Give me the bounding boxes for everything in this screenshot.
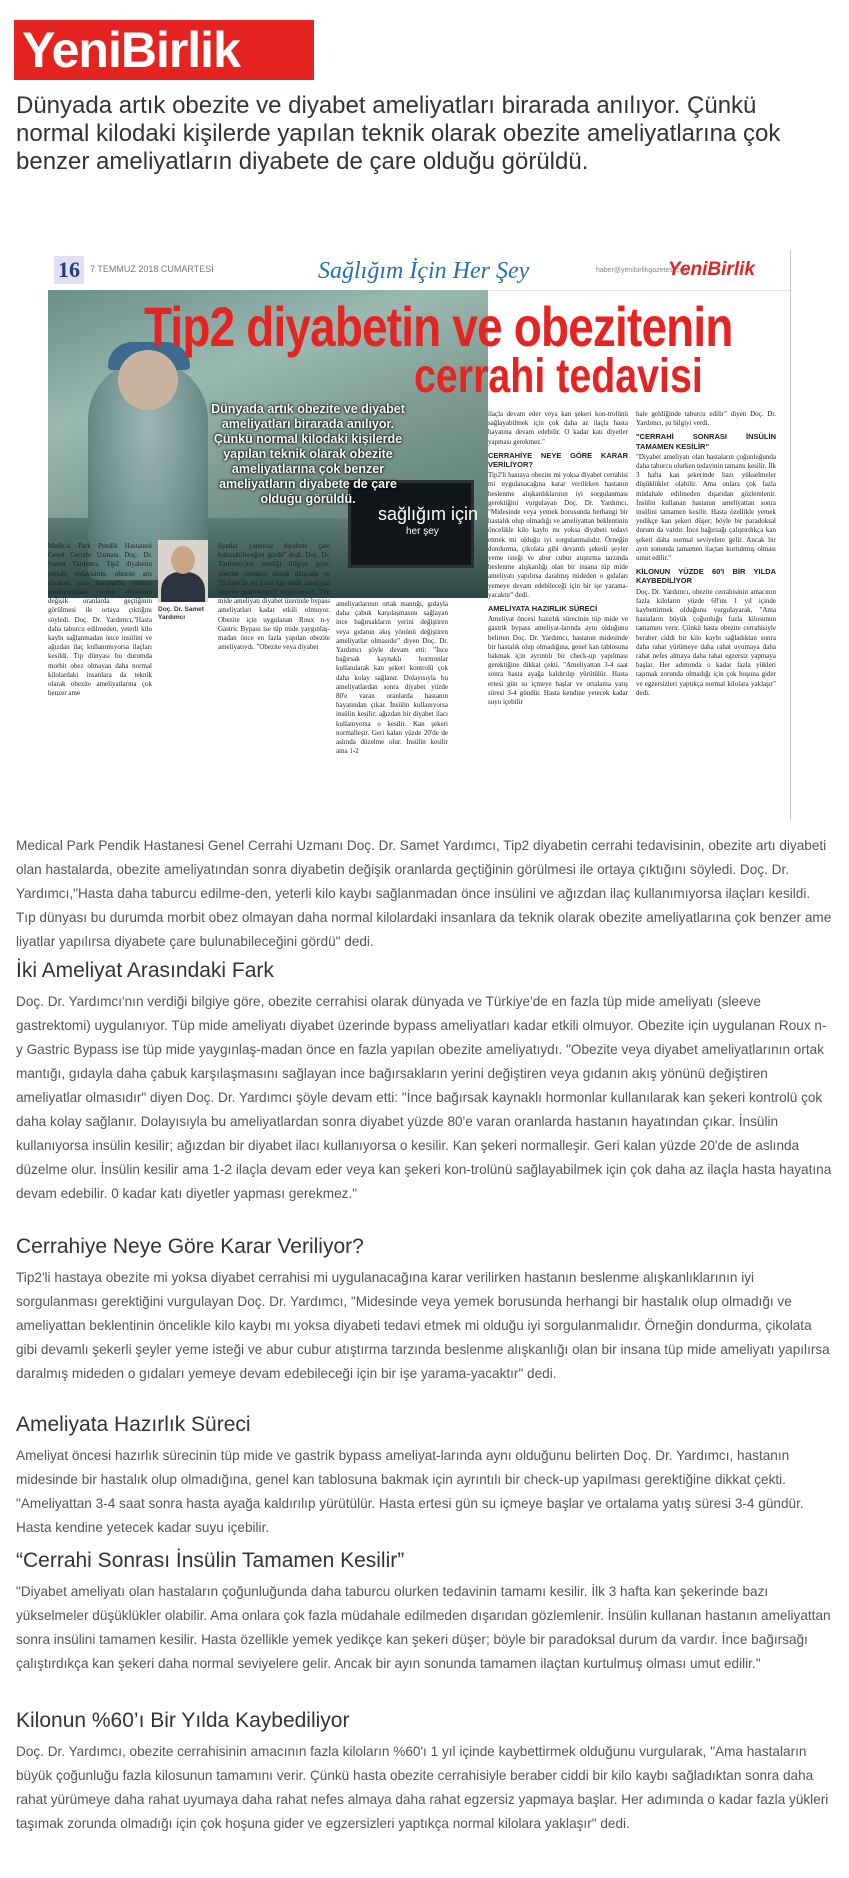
clipping-date: 7 TEMMUZ 2018 CUMARTESİ	[90, 264, 214, 274]
article-subheading-5: Kilonun %60’ı Bir Yılda Kaybediliyor	[16, 1709, 350, 1732]
monitor-logo-sub: her şey	[406, 526, 439, 537]
clipping-col2-text: liyatlar yapılırsa diyabete çare bulunabileceğini gördü" dedi. Doç. Dr. Yardımcı'nın verdiği bilgiye göre, obezite cerrahisi olarak dünyada ve Türkiye'de en fazla tüp mide ameliyatı (sleeve gastrektomi) uygulanıyor. Tüp mide ameliyatı diyabet üzerinde bypass ameliyatları kadar etkili olmuyor. Obezite için uygulanan Roux n-y Gastric Bypass ise tüp mide yaygınlaş-madan önce en fazla yapılan obezite ameliyatıydı. "Obezite veya diyabet	[218, 542, 330, 652]
clipping-brand-logo: YeniBirlik	[668, 259, 755, 280]
doctor-photo	[158, 540, 208, 602]
article-paragraph-3: Tip2'li hastaya obezite mi yoksa diyabet cerrahisi mi uygulanacağına karar verilirken hastanın beslenme alışkanlıklarının iyi sorgulanması gerektiğini vurgulayan Doç. Dr. Yardımcı, "Midesinde veya yemek borusunda herhangi bir hastalık olup olmadığı ve ameliyattan beklentinin öncelikle kilo kaybı mı yoksa diyabeti tedavi etmek mi olduğu iyi sorgulanmalıdır. Örneğin dondurma, çikolata gibi devamlı şekerli şeyler yeme isteği ve abur cubur atıştırma tarzında beslenme alışkanlığı olan bir insana tüp mide ameliyatı yapılırsa daralmış mideden o gıdaları yemeye devam edebileceği için bir işe yarama-yacaktır" dedi.	[16, 1270, 830, 1381]
clipping-col1-text: Medical Park Pendik Hastanesi Genel Cerrahi Uzmanı Doç. Dr. Samet Yardımcı, Tip2 diyabetin cerrahi tedavisinin, obezite artı diyabeti olan hastalarda, obezite ameliyatından sonra diyabetin değişik oranlarda geçtiğinin görülmesi ile ortaya çıktığını söyledi. Doç. Dr. Yardımcı,"Hasta daha taburcu edilmeden, yeterli kilo kaybı sağlanmadan önce insülini ve ağızdan ilaç kullanımıyorsa ilaçları kesildi. Tıp dünyası bu durumda morbit obez olmayan daha normal kilolardaki insanlara da teknik olarak obezite ameliyatlarına çok benzer ame	[48, 542, 152, 698]
clipping-site-url: haber@yenibirlikgazetesi.com	[596, 267, 690, 274]
clipping-column-2	[218, 542, 330, 818]
clipping-col4-text: ilaçla devam eder veya kan şekeri kon-trolünü sağlayabilmek için çok daha az ilaçla hasta hayatına devam edebilir. O kadar katı diyetler yapması gerekmez."	[488, 410, 628, 446]
article-subheading-2: Cerrahiye Neye Göre Karar Veriliyor?	[16, 1235, 364, 1258]
article-subheading-1: İki Ameliyat Arasındaki Fark	[16, 959, 274, 982]
clipping-col5-heading-2: KİLONUN YÜZDE 60'I BİR YILDA KAYBEDİLİYOR	[636, 567, 776, 586]
clipping-headline-line1: Tip2 diyabetin ve obezitenin	[144, 295, 733, 358]
article-paragraph-1: Medical Park Pendik Hastanesi Genel Cerrahi Uzmanı Doç. Dr. Samet Yardımcı, Tip2 diyabetin cerrahi tedavisinin, obezite artı diyabeti olan hastalarda, obezite ameliyatından sonra diyabetin değişik oranlarda geçtiğinin görülmesi ile ortaya çıktığını söyledi. Doç. Dr. Yardımcı,"Hasta daha taburcu edilme-den, yeterli kilo kaybı sağlanmadan önce insülini ve ağızdan ilaç kullanımıyorsa ilaçları kesildi. Tıp dünyası bu durumda morbit obez olmayan daha normal kilolardaki insanlara da teknik olarak obezite ameliyatlarına çok benzer ame liyatlar yapılırsa diyabete çare bulunabileceğini gördü" dedi.	[16, 838, 832, 949]
clipping-col5-heading: "CERRAHİ SONRASI İNSÜLİN TAMAMEN KESİLİR"	[636, 432, 776, 451]
site-logo[interactable]: YeniBirlik	[14, 20, 314, 80]
clipping-col5-text-b: "Diyabet ameliyatı olan hastaların çoğunluğunda daha taburcu olurken tedavinin tamamı kesilir. İlk 3 hafta kan şekerinde bazı yükselmeler düşüklükler olabilir. Ama onlara çok fazla müdahale edilmeden dışarıdan gözlemlenir. İnsülin kullanan hastanın ameliyattan sonra insülini tamamen kesilir. Hasta özellikle yemek yedikçe kan şekeri düşer; böyle bir paradoksal durum da vardır. İnce bağırsağı çalıştırdıkça kan şekeri daha normal seviyelere gelir. Ancak bir ayın sonunda tamamen ilaçtan kurtulmuş olması umut edilir."	[636, 452, 776, 563]
article-paragraph-4: Ameliyat öncesi hazırlık sürecinin tüp mide ve gastrik bypass ameliyat-larında aynı olduğunu belirten Doç. Dr. Yardımcı, hastanın midesinde bir hastalık olup olmadığına, genel kan tablosuna bakmak için ayrıntılı bir check-up yapılması gerektiğine dikkat çekti. "Ameliyattan 3-4 saat sonra hasta ayağa kaldırılıp yürütülür. Hasta ertesi gün su içmeye başlar ve ortalama yatış süresi 3-4 gündür. Hasta kendine yetecek kadar suyu içebilir.	[16, 1448, 804, 1535]
clipping-header	[48, 250, 790, 291]
clipping-col4-heading: CERRAHİYE NEYE GÖRE KARAR VERİLİYOR?	[488, 450, 628, 470]
monitor-logo: sağlığım için	[378, 504, 479, 524]
newspaper-clipping	[48, 250, 791, 820]
photo-overlay-quote: Dünyada artık obezite ve diyabet ameliyatları birarada anılıyor. Çünkü normal kilodaki kişilerde yapılan teknik olarak obezite ameliyatlarına çok benzer ameliyatların diyabete de çare olduğu görüldü.	[211, 402, 405, 506]
article-paragraph-6: Doç. Dr. Yardımcı, obezite cerrahisinin amacının fazla kiloların %60'ı 1 yıl içinde kaybettirmek olduğunu vurgularak, "Ama hastaların büyük çoğunluğu fazla kilosunun tamamını verir. Çünkü hasta obezite cerrahisiyle beraber ciddi bir kilo kaybı sağladıktan sonra daha rahat yürümeye daha rahat uyumaya daha rahat nefes almaya daha rahat egzersiz yapmaya başlar. Her adımında o kadar fazla yükleri taşımak zorunda olmadığı için çok hoşuna gider ve egzersizleri yaptıkça normal kilolara yaklaşır" dedi.	[16, 1744, 829, 1831]
clipping-column-1	[48, 542, 152, 818]
clipping-col4-heading-2: AMELİYATA HAZIRLIK SÜRECİ	[488, 604, 598, 614]
clipping-col5-text-c: Doç. Dr. Yardımcı, obezite cerrahisinin amacının fazla kiloların yüzde 60'ını 1 yıl içinde kaybettirmek olduğunu vurgulayarak, "Ama hastaların büyük çoğunluğu fazla kilosunun tamamını verir. Çünkü hasta obezite cerrahisiyle beraber ciddi bir kilo kaybı sağladıktan sonra daha rahat yürümeye daha rahat uyumaya daha rahat nefes almaya daha rahat egzersiz yapmaya başlar. Her adımında o kadar fazla yükleri taşımak zorunda olmadığı için çok hoşuna gider ve egzersizleri yaptıkça normal kilolara yaklaşır" dedi.	[636, 587, 776, 697]
doctor-photo-caption: Doç. Dr. Samet Yardımcı	[158, 606, 204, 621]
article-paragraph-5: "Diyabet ameliyatı olan hastaların çoğunluğunda daha taburcu olurken tedavinin tamamı kesilir. İlk 3 hafta kan şekerinde bazı yükselmeler düşüklükler olabilir. Ama onlara çok fazla müdahale edilmeden dışarıdan gözlemlenir. İnsülin kullanan hastanın ameliyattan sonra insülini tamamen kesilir. Hasta özellikle yemek yedikçe kan şekeri düşer; böyle bir paradoksal durum da vardır. İnce bağırsağı çalıştırdıkça kan şekeri daha normal seviyelere gelir. Ancak bir ayın sonunda tamamen ilaçtan kurtulmuş olması umut edilir."	[16, 1584, 831, 1671]
article-lead: Dünyada artık obezite ve diyabet ameliyatları birarada anılıyor. Çünkü normal kilodaki kişilerde yapılan teknik olarak obezite ameliyatlarına çok benzer ameliyatların diyabete de çare olduğu görüldü.	[16, 92, 781, 175]
clipping-column-3	[336, 600, 448, 818]
article-subheading-4: “Cerrahi Sonrası İnsülin Tamamen Kesilir”	[16, 1549, 405, 1572]
clipping-column-5	[636, 410, 776, 818]
clipping-section-title: Sağlığım İçin Her Şey	[318, 258, 530, 284]
article-subheading-3: Ameliyata Hazırlık Süreci	[16, 1413, 251, 1436]
clipping-col3-text: ameliyatlarının ortak mantığı, gıdayla daha çabuk karşılaşmasını sağlayan ince bağırsakların yerini değiştiren veya gıdanın akış yönünü değiştiren ameliyatlar olmasıdır" diyen Doç. Dr. Yardımcı şöyle devam etti: "İnce bağırsak kaynaklı hormonlar kullanılarak kan şekeri kontrolü çok daha kolay sağlanır. Dolayısıyla bu ameliyatlardan sonra diyabet yüzde 80'e varan oranlarda hastanın hayatından çıkar. İnsülin kullanıyorsa insülin kesilir; ağızdan bir diyabet ilacı kullanıyorsa o kesilir. Kan şekeri normalleşir. Geri kalan yüzde 20'de de aslında düzelme olur. İnsülin kesilir ama 1-2	[336, 600, 448, 756]
clipping-col4-text-b: Tip2'li hastaya obezite mi yoksa diyabet cerrahisi mi uygulanacağına karar verilirken hastanın beslenme alışkanlıklarının iyi sorgulanması gerektiğini vurgulayan Doç. Dr. Yardımcı, "Midesinde veya yemek borusunda herhangi bir hastalık olup olmadığı ve ameliyattan beklentinin öncelikle kilo kaybı mı yoksa diyabeti tedavi etmek mi olduğu iyi sorgulanmalıdır. Örneğin dondurma, çikolata gibi devamlı şekerli şeyler yeme isteği ve abur cubur atıştırma tarzında beslenme alışkanlığı olan bir insana tüp mide ameliyatı yapılırsa daralmış mideden o gıdaları yemeye devam edebileceği için bir işe yarama-yacaktır" dedi.	[488, 471, 628, 599]
clipping-headline-line2: cerrahi tedavisi	[414, 350, 703, 403]
clipping-page-number: 16	[54, 256, 84, 284]
article-paragraph-2: Doç. Dr. Yardımcı'nın verdiği bilgiye göre, obezite cerrahisi olarak dünyada ve Türkiye'de en fazla tüp mide ameliyatı (sleeve gastrektomi) uygulanıyor. Tüp mide ameliyatı diyabet üzerinde bypass ameliyatları kadar etkili olmuyor. Obezite için uygulanan Roux n-y Gastric Bypass ise tüp mide yaygınlaş-madan önce en fazla yapılan obezite ameliyatıydı. "Obezite veya diyabet ameliyatlarının ortak mantığı, gıdayla daha çabuk karşılaşmasını sağlayan ince bağırsakların yerini değiştiren veya gıdanın akış yönünü değiştiren ameliyatlar olmasıdır" diyen Doç. Dr. Yardımcı şöyle devam etti: "İnce bağırsak kaynaklı hormonlar kullanılarak kan şekeri kontrolü çok daha kolay sağlanır. Dolayısıyla bu ameliyatlardan sonra diyabet yüzde 80'e varan oranlarda hastanın hayatından çıkar. İnsülin kullanıyorsa insülin kesilir; ağızdan bir diyabet ilacı kullanıyorsa o kesilir. Kan şekeri normalleşir. Geri kalan yüzde 20'de de aslında düzelme olur. İnsülin kesilir ama 1-2 ilaçla devam eder veya kan şekeri kon-trolünü sağlayabilmek için çok daha az ilaçla hasta hayatına devam edebilir. 0 kadar katı diyetler yapması gerekmez."	[16, 994, 832, 1201]
clipping-column-4	[488, 410, 628, 818]
clipping-col4-text-c: Ameliyat öncesi hazırlık sürecinin tüp mide ve gastrik bypass ameliyat-larında aynı olduğunu belirten Doç. Dr. Yardımcı, hastanın midesinde bir hastalık olup olmadığına, genel kan tablosuna bakmak için ayrıntılı bir check-up yapılması gerektiğine dikkat çekti. "Ameliyattan 3-4 saat sonra hasta ayağa kaldırılıp yürütülür. Hasta ertesi gün su içmeye başlar ve ortalama yatış süresi 3-4 gündür. Hasta kendine yetecek kadar suyu içebilir	[488, 615, 628, 707]
clipping-col5-text: hale geldiğinde taburcu edilir" diyen Doç. Dr. Yardımcı, şu bilgiyi verdi.	[636, 410, 776, 428]
